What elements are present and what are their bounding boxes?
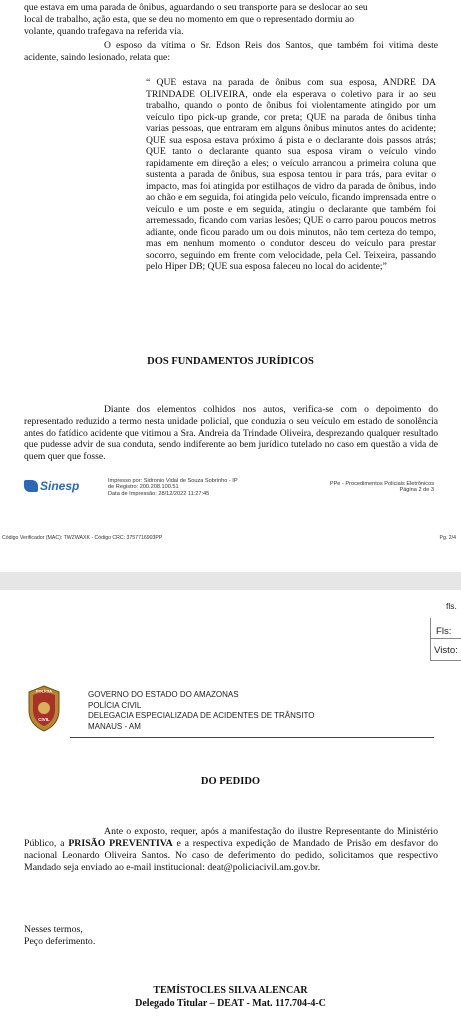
sinesp-logo-mark (24, 480, 38, 492)
gov-line: MANAUS - AM (88, 721, 141, 731)
gov-line: POLÍCIA CIVIL (88, 700, 142, 710)
page-of: Página 2 de 3 (399, 487, 434, 494)
closing-line: Peço deferimento. (24, 935, 96, 947)
gov-line: GOVERNO DO ESTADO DO AMAZONAS (88, 690, 239, 699)
badge-top-text: POLÍCIA (35, 688, 53, 694)
policia-civil-badge (26, 684, 62, 732)
printed-by: Impresso por: Sidronio Vidal de Souza Sobrinho - IP (108, 478, 238, 484)
header-rule (70, 737, 434, 738)
page-number: Pg. 2/4 (439, 535, 456, 541)
system-name: PPe - Procedimentos Policiais Eletrônicos (329, 481, 434, 487)
pedido-text-a: Ante o exposto, requer, após a manifestação do ilustre Representante do Ministério Público, a (24, 826, 438, 849)
closing-line: Nesses termos, (24, 924, 83, 935)
sinesp-logo-text: Sinesp (40, 479, 80, 493)
intro-paragraph (24, 2, 438, 37)
pedido-text-b: e a respectiva expedição de Mandado de Prisão em desfavor do nacional Leonardo Oliveira Santos. No caso de deferimento do pedido, solicitamos que respectivo Mandado seja enviado ao e-mail institucional: deat@policiacivil.am.gov.br. (24, 838, 438, 873)
fls-stamp-divider (430, 638, 461, 639)
signer-title: Delegado Titular – DEAT - Mat. 117.704-4-C (135, 998, 326, 1009)
government-header (88, 690, 314, 732)
gov-line: DELEGACIA ESPECIALIZADA DE ACIDENTES DE TRÂNSITO (88, 711, 315, 721)
pedido-paragraph (24, 826, 438, 874)
badge-bottom-text: CIVIL (38, 717, 50, 722)
husband-paragraph: O esposo da vítima o Sr. Edson Reis dos Santos, que também foi vitima deste acidente, saindo lesionado, relata que: (24, 40, 438, 63)
signer-name: TEMÍSTOCLES SILVA ALENCAR (153, 985, 308, 996)
document-page-3 (0, 590, 461, 1024)
intro-line: que estava em uma parada de ônibus, aguardando o seu transporte para se deslocar ao seu (24, 2, 368, 13)
fls-label: Fls: (436, 626, 452, 637)
pedido-bold: PRISÃO PREVENTIVA (68, 838, 173, 849)
print-info (108, 478, 288, 497)
page-separator (0, 572, 461, 590)
closing-lines (24, 924, 224, 948)
sinesp-logo (24, 479, 79, 493)
fls-mark: fls. (446, 601, 457, 611)
registry: de Registro: 200.208.100.51 (108, 484, 179, 491)
system-info (300, 481, 434, 494)
intro-line: local de trabalho, ação esta, que se deu no momento em que o representado dormiu ao (24, 13, 355, 25)
verifier-code: Código Verificador (MAC): TWZWAXK - Código CRC: 3757716903PP (2, 535, 163, 541)
print-date: Data de Impressão: 28/12/2022 11:27:45 (108, 490, 210, 497)
section-title-pedido: DO PEDIDO (200, 776, 261, 787)
fundamentos-paragraph: Diante dos elementos colhidos nos autos, verifica-se com o depoimento do representado reduzido a termo nesta unidade policial, que conduzia o seu veículo em estado de sonolência antes do fatídico acidente que vitimou a Sra. Andreia da Trindade Oliveira, desprezando qualquer resultado que pudesse advir de sua conduta, sendo indiferente ao bem jurídico tutelado no caso em questão a vida de quem quer que fosse. (24, 404, 438, 463)
visto-label: Visto: (434, 645, 458, 656)
section-title-fundamentos: DOS FUNDAMENTOS JURÍDICOS (147, 356, 314, 367)
intro-line: volante, quando trafegava na referida via. (24, 25, 184, 37)
testimony-quote: “ QUE estava na parada de ônibus com sua esposa, ANDRE DA TRINDADE OLIVEIRA, onde ela esperava o coletivo para ir ao seu trabalho, quando o ponto de ônibus foi violentamente atingido por um veículo tipo pick-up grande, cor preta; QUE na parada de ônibus tinha varias pessoas, que entraram em alguns ônibus minutos antes do acidente; QUE sua esposa estava próximo á pista e o declarante dois passos atrás; QUE tanto o declarante quanto sua esposa viram o veículo vindo rapidamente em direção a eles; o veículo arrancou a primeira coluna que sustenta a parada de ônibus, sua esposa tentou ir para trás, para evitar o impacto, mas foi atingida por estilhaços de vidro da parada de ônibus, indo ao chão e em seguida, foi atingida pelo veículo, ficando imprensada entre o veículo e um poste e em seguida, atingiu o declarante que também foi arremessado, ficando com varias lesões; QUE o carro parou poucos metros adiante, onde ficou parado um ou dois minutos, não tem certeza do tempo, mas em nenhum momento o condutor desceu do veículo para prestar socorro, seguindo em frente com velocidade, pela Cel. Teixeira, passando pelo Hiper DB; QUE sua esposa faleceu no local do acidente;” (146, 77, 436, 272)
